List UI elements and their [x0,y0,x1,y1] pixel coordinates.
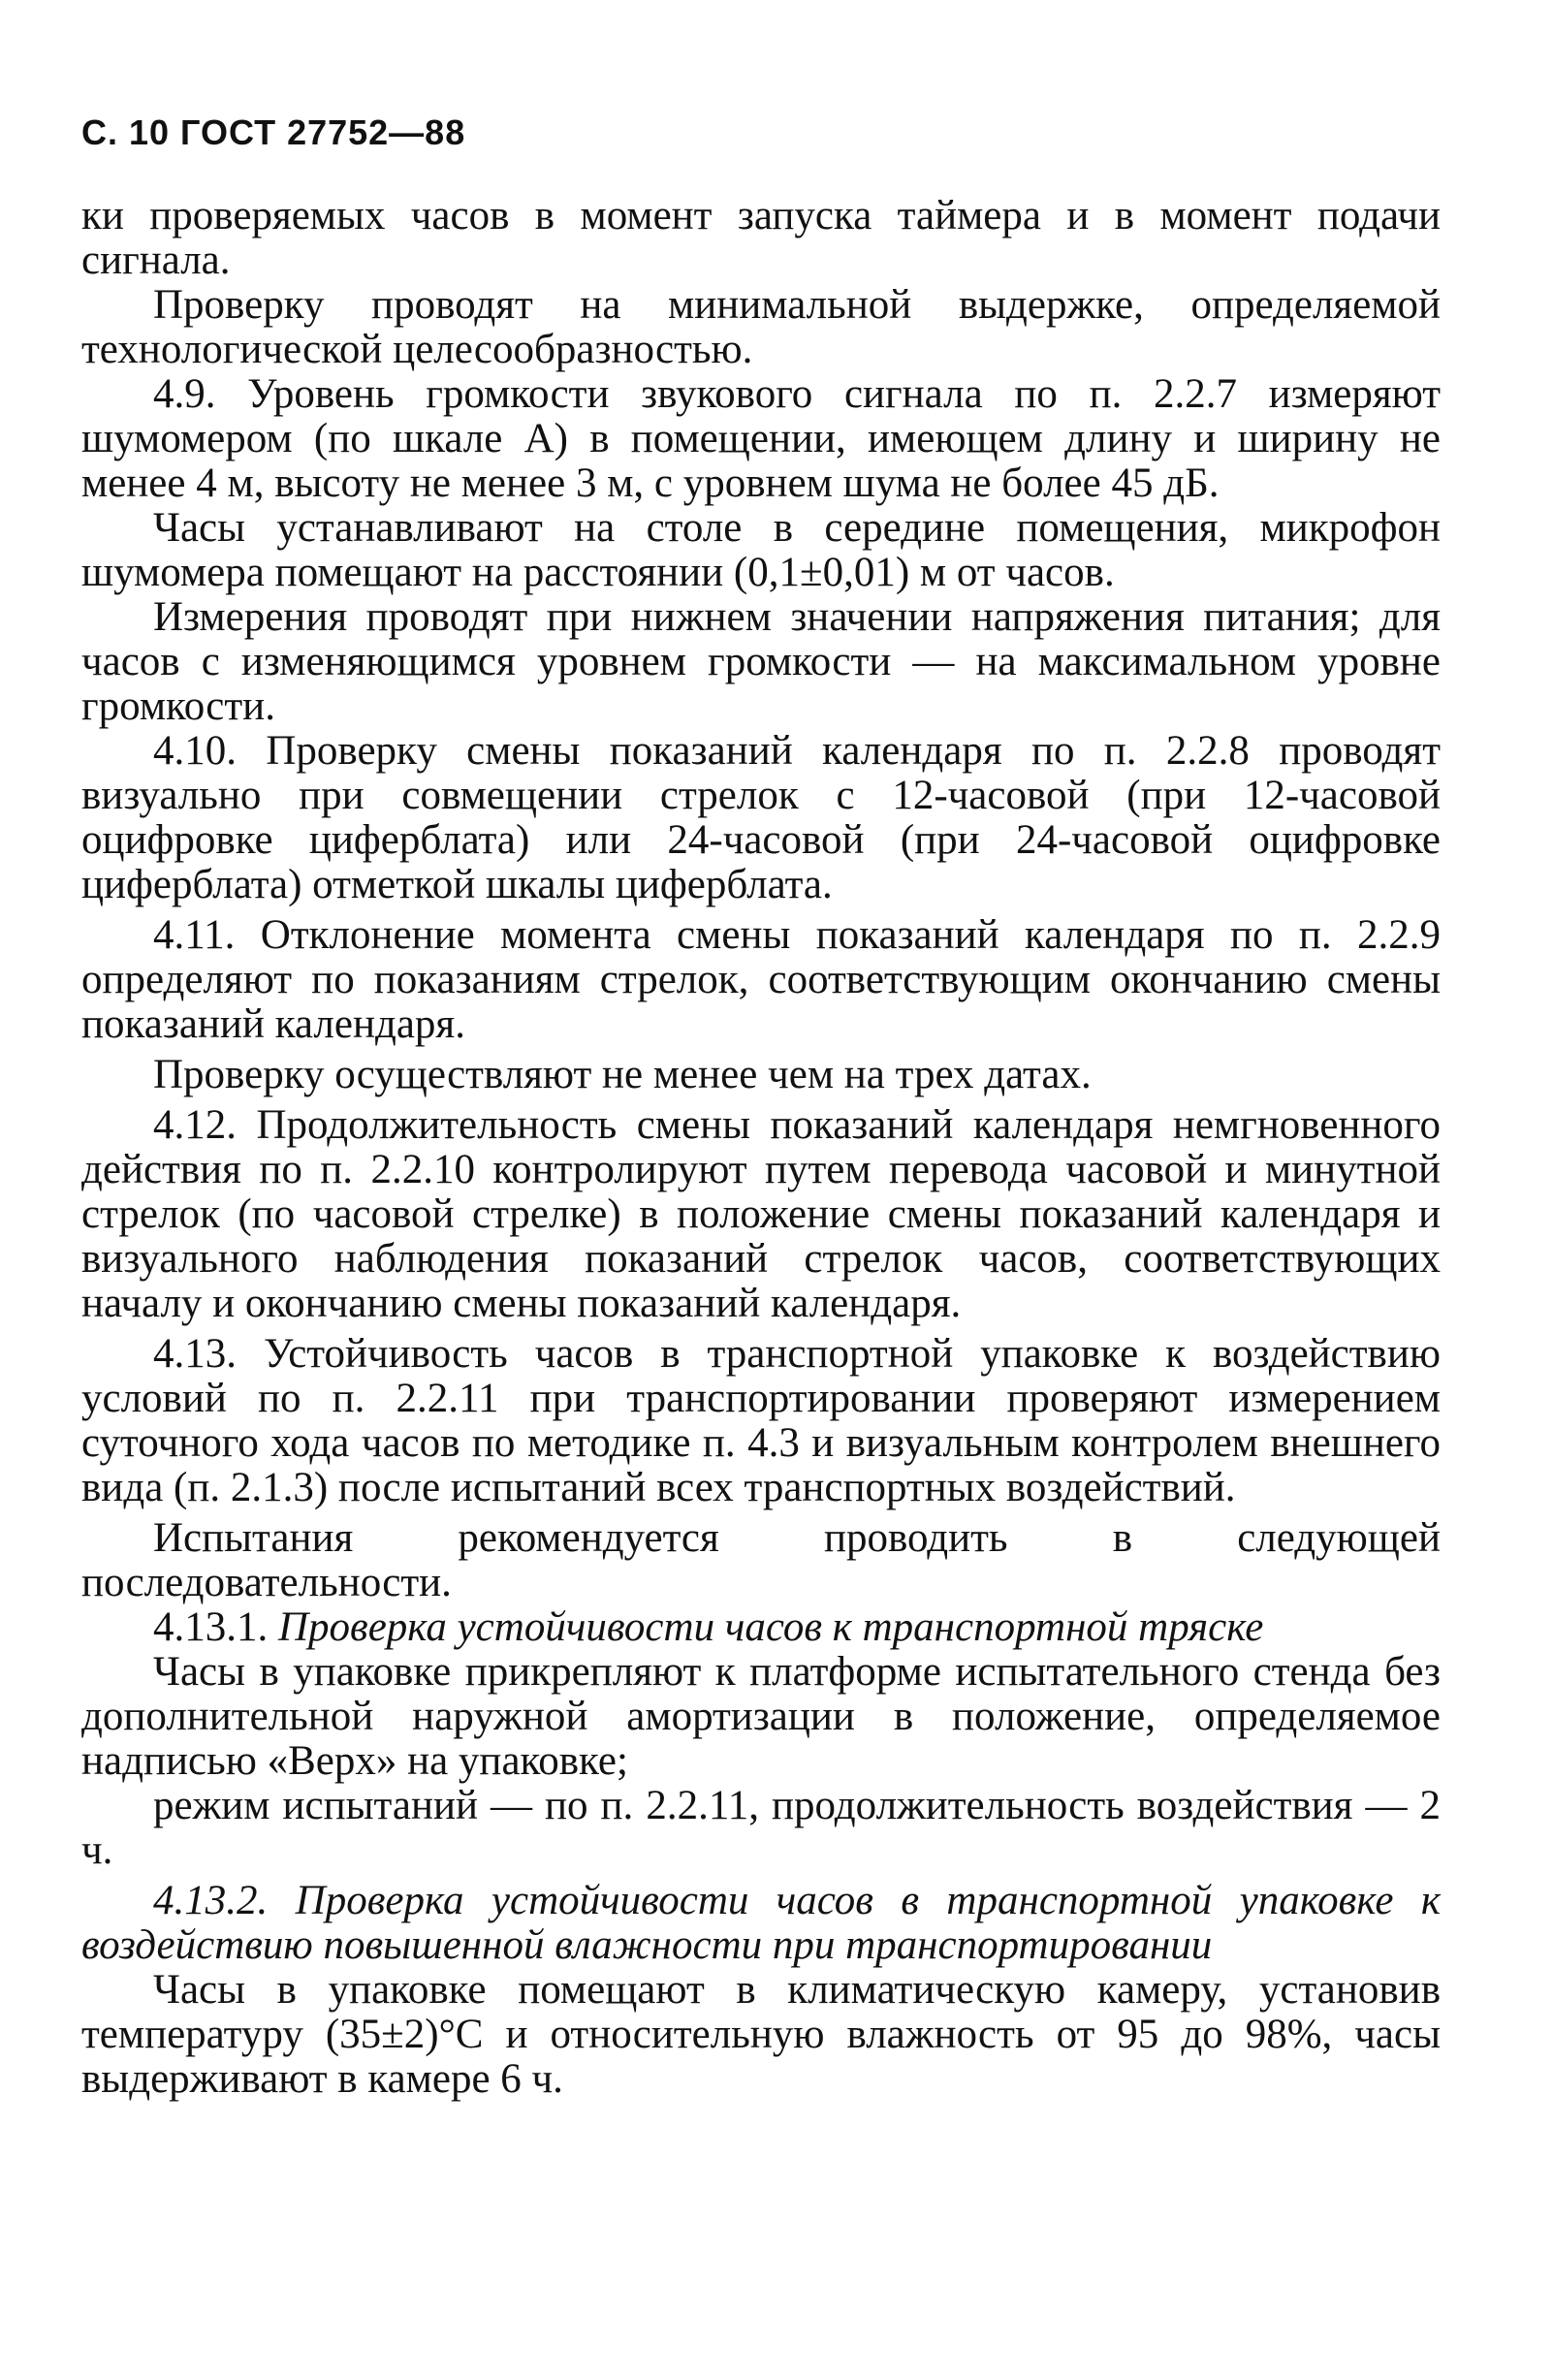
paragraph: Часы устанавливают на столе в середине помещения, микрофон шумомера помещают на расстоянии (0,1±0,01) м от часов. [81,505,1441,595]
paragraph: Проверку проводят на минимальной выдержке, определяемой технологической целесообразностью. [81,282,1441,372]
paragraph: Часы в упаковке прикрепляют к платформе испытательного стенда без дополнительной наружной амортизации в положение, определяемое надписью «Верх» на упаковке; [81,1649,1441,1784]
paragraph-4-9: 4.9. Уровень громкости звукового сигнала по п. 2.2.7 измеряют шумомером (по шкале А) в помещении, имеющем длину и ширину не менее 4 м, высоту не менее 3 м, с уровнем шума не более 45 дБ. [81,371,1441,506]
paragraph-continuation: ки проверяемых часов в момент запуска таймера и в момент подачи сигнала. [81,193,1441,283]
subsection-title: Проверка устойчивости часов к транспортной тряске [278,1604,1264,1650]
paragraph: режим испытаний — по п. 2.2.11, продолжительность воздействия — 2 ч. [81,1783,1441,1873]
paragraph: Проверку осуществляют не менее чем на трех датах. [153,1052,1092,1097]
paragraph-4-10: 4.10. Проверку смены показаний календаря по п. 2.2.8 проводят визуально при совмещении стрелок с 12-часовой (при 12-часовой оцифровке циферблата) или 24-часовой (при 24-часовой оцифровке циферблата) отметкой шкалы циферблата. [81,728,1441,907]
page-header: С. 10 ГОСТ 27752—88 [81,112,466,152]
paragraph-4-12: 4.12. Продолжительность смены показаний календаря немгновенного действия по п. 2.2.10 контролируют путем перевода часовой и минутной стрелок (по часовой стрелке) в положение смены показаний календаря и визуального наблюдения показаний стрелок часов, соответствующих началу и окончанию смены показаний календаря. [81,1102,1441,1326]
body-text [81,194,1441,2102]
paragraph-4-11: 4.11. Отклонение момента смены показаний календаря по п. 2.2.9 определяют по показаниям стрелок, соответствующим окончанию смены показаний календаря. [81,912,1441,1047]
paragraph-4-13: 4.13. Устойчивость часов в транспортной упаковке к воздействию условий по п. 2.2.11 при транспортировании проверяют измерением суточного хода часов по методике п. 4.3 и визуальным контролем внешнего вида (п. 2.1.3) после испытаний всех транспортных воздействий. [81,1331,1441,1510]
subsection-number: 4.13.1. [153,1604,269,1650]
subsection-heading-4-13-1 [81,1605,1441,1650]
paragraph: Испытания рекомендуется проводить в следующей последовательности. [81,1515,1441,1605]
paragraph: Часы в упаковке помещают в климатическую камеру, установив температуру (35±2)°С и относительную влажность от 95 до 98%, часы выдерживают в камере 6 ч. [81,1967,1441,2102]
subsection-heading-4-13-2: 4.13.2. Проверка устойчивости часов в транспортной упаковке к воздействию повышенной влажности при транспортировании [81,1878,1441,1968]
paragraph: Измерения проводят при нижнем значении напряжения питания; для часов с изменяющимся уровнем громкости — на максимальном уровне громкости. [81,594,1441,729]
